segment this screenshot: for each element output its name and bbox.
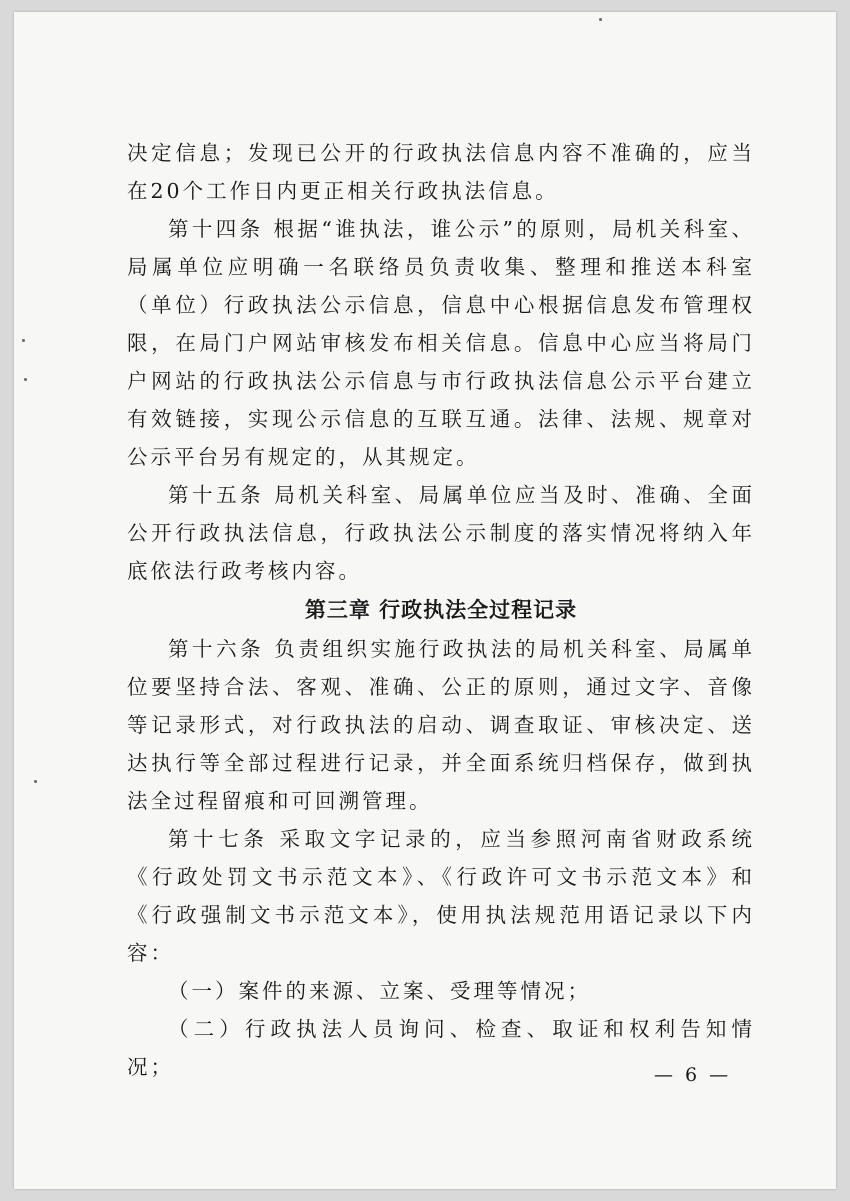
scan-speck <box>599 18 602 21</box>
scan-speck <box>34 780 37 783</box>
scan-speck <box>24 378 27 381</box>
page-number: — 6 — <box>654 1064 732 1086</box>
paragraph-article-17: 第十七条 采取文字记录的，应当参照河南省财政系统《行政处罚文书示范文本》、《行政许可文书示范文本》和《行政强制文书示范文本》，使用执法规范用语记录以下内容： <box>127 827 755 965</box>
paragraph-article-16: 第十六条 负责组织实施行政执法的局机关科室、局属单位要坚持合法、客观、准确、公正的原则，通过文字、音像等记录形式，对行政执法的启动、调查取证、审核决定、送达执行等全部过程进行记录，并全面系统归档保存，做到执法全过程留痕和可回溯管理。 <box>127 637 755 813</box>
document-page <box>14 12 836 1189</box>
list-item-2: （二）行政执法人员询问、检查、取证和权利告知情况； <box>127 1017 755 1079</box>
paragraph-continuation: 决定信息；发现已公开的行政执法信息内容不准确的，应当在20个工作日内更正相关行政执法信息。 <box>127 141 755 203</box>
document-body <box>127 134 755 1086</box>
paragraph-article-15: 第十五条 局机关科室、局属单位应当及时、准确、全面公开行政执法信息，行政执法公示制度的落实情况将纳入年底依法行政考核内容。 <box>127 483 755 583</box>
paragraph-article-14: 第十四条 根据“谁执法，谁公示”的原则，局机关科室、局属单位应明确一名联络员负责收集、整理和推送本科室（单位）行政执法公示信息，信息中心根据信息发布管理权限，在局门户网站审核发布相关信息。信息中心应当将局门户网站的行政执法公示信息与市行政执法信息公示平台建立有效链接，实现公示信息的互联互通。法律、法规、规章对公示平台另有规定的，从其规定。 <box>127 217 755 469</box>
scan-speck <box>22 339 25 342</box>
list-item-1: （一）案件的来源、立案、受理等情况； <box>168 979 591 1003</box>
chapter-heading: 第三章 行政执法全过程记录 <box>304 598 578 622</box>
